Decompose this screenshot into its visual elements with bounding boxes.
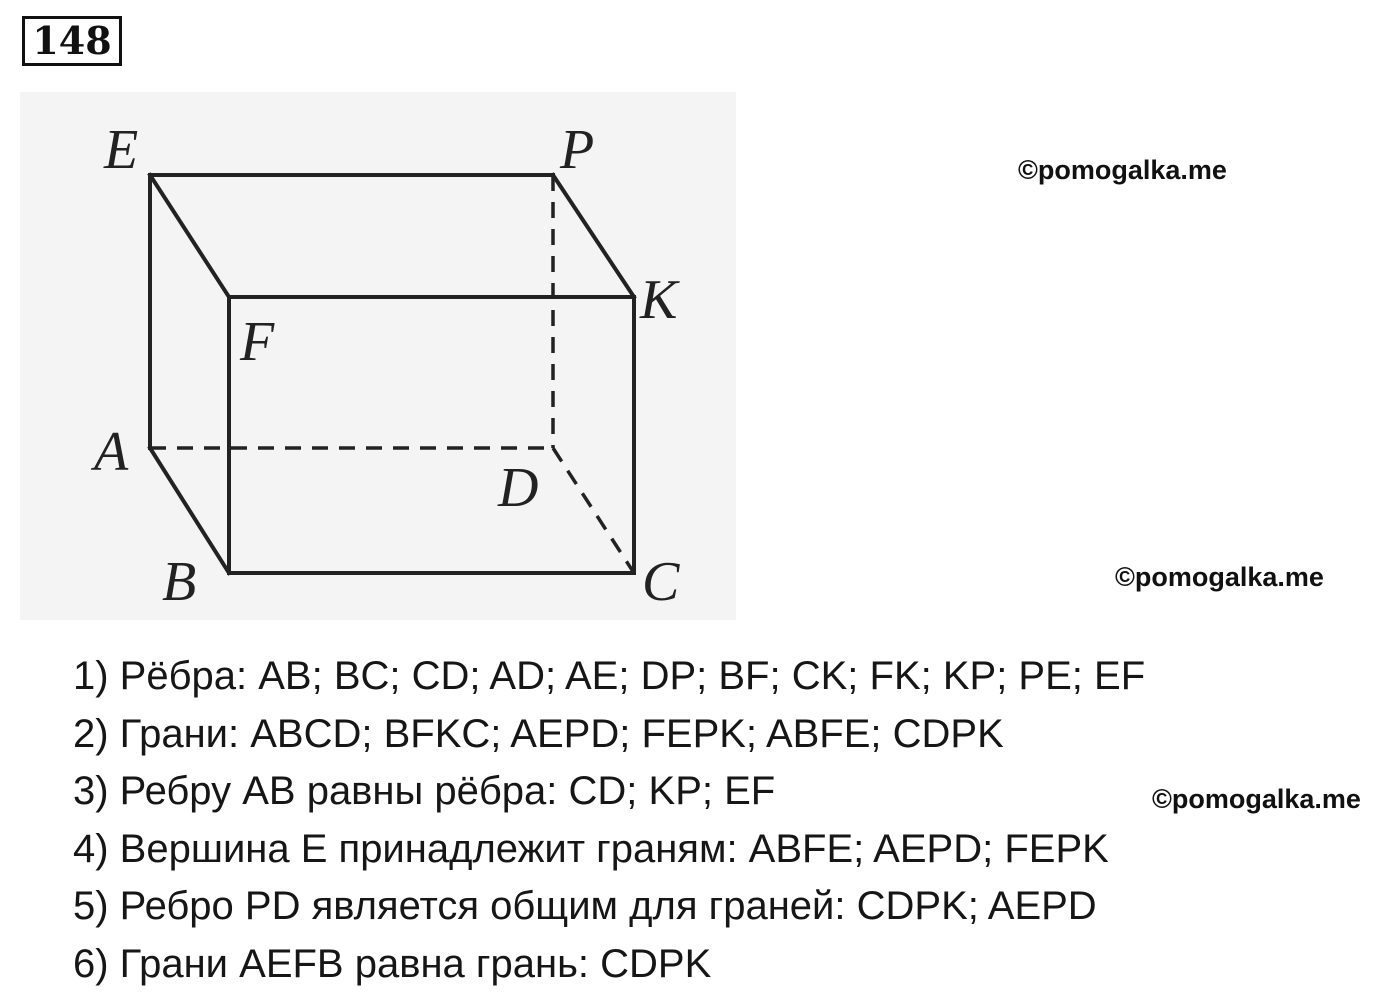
vertex-label-A: A [94,421,129,483]
vertex-label-E: E [104,119,139,181]
parallelepiped-figure [20,92,736,620]
watermark: ©pomogalka.me [1018,155,1227,185]
vertex-label-D: D [498,457,539,519]
answer-item: 1) Рёбра: AB; BC; CD; AD; AE; DP; BF; CK; FK; KP; PE; EF [73,654,1146,698]
answer-item: 5) Ребро PD является общим для граней: CDPK; AEPD [73,884,1097,928]
vertex-label-F: F [240,311,275,373]
edge-DC-hidden [553,448,634,573]
answer-item: 2) Грани: ABCD; BFKC; AEPD; FEPK; ABFE; CDPK [73,711,1004,756]
answer-list [73,648,1145,993]
edge-EF [150,175,229,297]
task-number: 148 [22,16,122,66]
answer-item: 4) Вершина E принадлежит граням: ABFE; AEPD; FEPK [73,826,1109,871]
edge-PK [553,175,634,297]
watermark: ©pomogalka.me [1115,562,1324,592]
answer-item: 6) Грани AEFB равна грань: CDPK [73,941,712,986]
vertex-label-C: C [642,551,680,613]
vertex-label-B: B [162,551,197,613]
vertex-label-P: P [560,119,595,181]
answer-item: 3) Ребру AB равны рёбра: CD; KP; EF [73,769,776,813]
watermark: ©pomogalka.me [1152,784,1361,814]
vertex-label-K: K [640,269,678,331]
